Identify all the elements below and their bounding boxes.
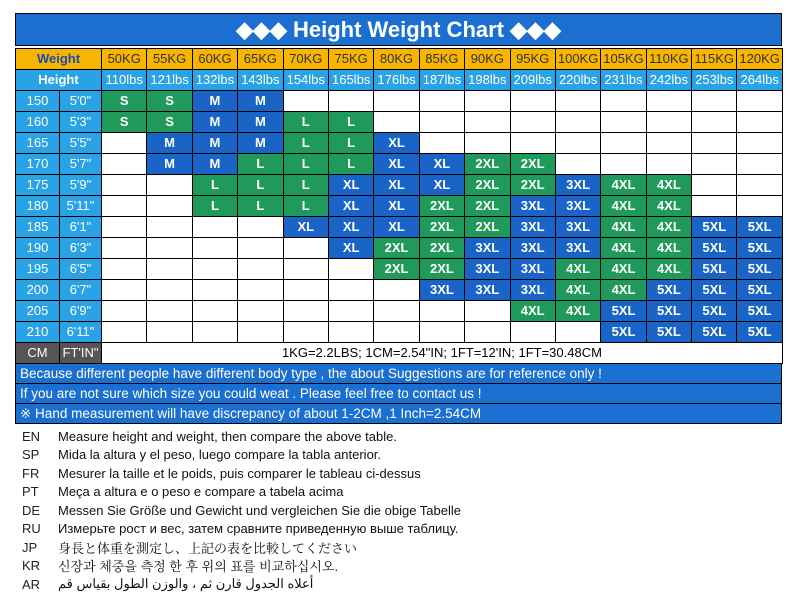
height-row xyxy=(16,301,783,322)
empty-cell xyxy=(555,133,600,154)
empty-cell xyxy=(283,259,328,280)
size-cell: S xyxy=(147,91,192,112)
size-cell: L xyxy=(328,112,373,133)
empty-cell xyxy=(328,301,373,322)
height-cm-cell: 150 xyxy=(16,91,60,112)
size-cell: XL xyxy=(328,238,373,259)
empty-cell xyxy=(238,217,283,238)
language-line xyxy=(22,464,782,483)
empty-cell xyxy=(692,196,737,217)
size-cell: L xyxy=(283,133,328,154)
weight-kg-cell: 85KG xyxy=(419,49,464,70)
note-reference: Because different people have different body type , the about Suggestions are for reference only ! xyxy=(15,364,782,384)
size-cell: XL xyxy=(374,217,419,238)
size-cell: S xyxy=(102,91,147,112)
language-instructions xyxy=(22,427,782,594)
height-row xyxy=(16,133,783,154)
size-cell: 3XL xyxy=(510,259,555,280)
language-line xyxy=(22,483,782,502)
size-cell: L xyxy=(283,112,328,133)
size-cell: 3XL xyxy=(465,238,510,259)
size-cell: 5XL xyxy=(692,301,737,322)
size-cell: 3XL xyxy=(465,280,510,301)
size-cell: XL xyxy=(328,175,373,196)
weight-kg-cell: 55KG xyxy=(147,49,192,70)
empty-cell xyxy=(192,238,237,259)
size-cell: 4XL xyxy=(601,175,646,196)
size-cell: XL xyxy=(374,154,419,175)
weight-kg-cell: 95KG xyxy=(510,49,555,70)
empty-cell xyxy=(737,196,782,217)
empty-cell xyxy=(465,91,510,112)
weight-kg-cell: 110KG xyxy=(646,49,691,70)
empty-cell xyxy=(147,238,192,259)
weight-kg-cell: 75KG xyxy=(328,49,373,70)
empty-cell xyxy=(283,91,328,112)
empty-cell xyxy=(328,322,373,343)
weight-kg-cell: 90KG xyxy=(465,49,510,70)
size-cell: L xyxy=(238,175,283,196)
weight-lbs-cell: 143lbs xyxy=(238,70,283,91)
language-line xyxy=(22,575,782,594)
empty-cell xyxy=(374,91,419,112)
empty-cell xyxy=(102,322,147,343)
size-cell: 4XL xyxy=(601,280,646,301)
empty-cell xyxy=(737,175,782,196)
language-text: Meça a altura e o peso e compare a tabela acima xyxy=(58,484,344,500)
size-cell: M xyxy=(192,112,237,133)
height-row xyxy=(16,280,783,301)
language-line xyxy=(22,446,782,465)
weight-kg-cell: 60KG xyxy=(192,49,237,70)
empty-cell xyxy=(102,259,147,280)
weight-lbs-cell: 187lbs xyxy=(419,70,464,91)
size-cell: L xyxy=(238,196,283,217)
empty-cell xyxy=(147,322,192,343)
weight-lbs-cell: 242lbs xyxy=(646,70,691,91)
language-text: 신장과 체중을 측정 한 후 위의 표를 비교하십시오. xyxy=(58,559,339,575)
size-cell: 3XL xyxy=(510,280,555,301)
height-cm-cell: 165 xyxy=(16,133,60,154)
height-row xyxy=(16,196,783,217)
height-row xyxy=(16,259,783,280)
empty-cell xyxy=(646,112,691,133)
height-row xyxy=(16,175,783,196)
size-cell: 5XL xyxy=(601,301,646,322)
size-cell: 4XL xyxy=(646,217,691,238)
empty-cell xyxy=(328,280,373,301)
empty-cell xyxy=(601,154,646,175)
empty-cell xyxy=(102,217,147,238)
height-row xyxy=(16,238,783,259)
empty-cell xyxy=(192,322,237,343)
size-cell: 2XL xyxy=(465,196,510,217)
size-cell: 3XL xyxy=(555,196,600,217)
size-cell: M xyxy=(192,154,237,175)
size-cell: 3XL xyxy=(510,217,555,238)
weight-kg-cell: 115KG xyxy=(692,49,737,70)
language-text: Messen Sie Größe und Gewicht und vergleichen Sie die obige Tabelle xyxy=(58,502,461,518)
language-code: DE xyxy=(22,502,41,518)
empty-cell xyxy=(419,133,464,154)
size-cell: M xyxy=(147,154,192,175)
empty-cell xyxy=(238,238,283,259)
empty-cell xyxy=(419,301,464,322)
weight-lbs-cell: 209lbs xyxy=(510,70,555,91)
note-contact: If you are not sure which size you could weat . Please feel free to contact us ! xyxy=(15,384,782,404)
size-cell: XL xyxy=(328,196,373,217)
empty-cell xyxy=(510,322,555,343)
size-cell: XL xyxy=(419,154,464,175)
height-cm-cell: 200 xyxy=(16,280,60,301)
height-cm-cell: 175 xyxy=(16,175,60,196)
empty-cell xyxy=(102,133,147,154)
height-cm-cell: 180 xyxy=(16,196,60,217)
height-ft-cell: 6'5" xyxy=(60,259,102,280)
size-cell: 2XL xyxy=(465,154,510,175)
empty-cell xyxy=(102,196,147,217)
empty-cell xyxy=(419,91,464,112)
empty-cell xyxy=(147,280,192,301)
empty-cell xyxy=(737,133,782,154)
empty-cell xyxy=(692,91,737,112)
size-cell: 4XL xyxy=(646,238,691,259)
weight-lbs-row xyxy=(16,70,783,91)
empty-cell xyxy=(374,322,419,343)
unit-ft-label: FT'IN" xyxy=(60,343,102,364)
empty-cell xyxy=(192,259,237,280)
empty-cell xyxy=(102,238,147,259)
size-cell: 5XL xyxy=(737,238,782,259)
size-cell: L xyxy=(192,175,237,196)
height-row xyxy=(16,322,783,343)
size-cell: M xyxy=(238,133,283,154)
empty-cell xyxy=(102,280,147,301)
size-cell: 4XL xyxy=(601,217,646,238)
empty-cell xyxy=(374,301,419,322)
language-line xyxy=(22,427,782,446)
empty-cell xyxy=(192,217,237,238)
size-cell: S xyxy=(147,112,192,133)
size-cell: 4XL xyxy=(646,175,691,196)
size-cell: 5XL xyxy=(737,280,782,301)
size-cell: L xyxy=(192,196,237,217)
language-code: FR xyxy=(22,465,40,481)
empty-cell xyxy=(328,259,373,280)
height-row xyxy=(16,91,783,112)
size-cell: 3XL xyxy=(465,259,510,280)
height-ft-cell: 5'0" xyxy=(60,91,102,112)
size-cell: 2XL xyxy=(374,259,419,280)
size-cell: XL xyxy=(328,217,373,238)
empty-cell xyxy=(465,322,510,343)
language-text: Измерьте рост и вес, затем сравните приведенную выше таблицу. xyxy=(58,521,459,537)
weight-lbs-cell: 253lbs xyxy=(692,70,737,91)
empty-cell xyxy=(465,133,510,154)
empty-cell xyxy=(419,322,464,343)
height-ft-cell: 6'1" xyxy=(60,217,102,238)
empty-cell xyxy=(692,154,737,175)
size-cell: 5XL xyxy=(737,259,782,280)
height-cm-cell: 210 xyxy=(16,322,60,343)
language-text: Mida la altura y el peso, luego compare la tabla anterior. xyxy=(58,447,382,463)
size-cell: 3XL xyxy=(510,196,555,217)
height-ft-cell: 5'3" xyxy=(60,112,102,133)
weight-lbs-cell: 264lbs xyxy=(737,70,782,91)
empty-cell xyxy=(238,259,283,280)
language-text: 身長と体重を測定し、上記の表を比較してください xyxy=(58,540,358,556)
size-cell: 2XL xyxy=(419,217,464,238)
empty-cell xyxy=(283,301,328,322)
size-cell: XL xyxy=(374,196,419,217)
weight-kg-cell: 100KG xyxy=(555,49,600,70)
size-cell: L xyxy=(283,196,328,217)
empty-cell xyxy=(555,91,600,112)
weight-lbs-cell: 154lbs xyxy=(283,70,328,91)
empty-cell xyxy=(374,280,419,301)
size-cell: 4XL xyxy=(555,280,600,301)
conversion-text: 1KG=2.2LBS; 1CM=2.54"IN; 1FT=12'IN; 1FT=30.48CM xyxy=(102,343,783,364)
unit-cm-label: CM xyxy=(16,343,60,364)
empty-cell xyxy=(510,91,555,112)
weight-lbs-cell: 132lbs xyxy=(192,70,237,91)
size-cell: 2XL xyxy=(419,196,464,217)
language-code: PT xyxy=(22,484,39,500)
height-row xyxy=(16,154,783,175)
size-cell: M xyxy=(192,91,237,112)
empty-cell xyxy=(192,301,237,322)
empty-cell xyxy=(601,133,646,154)
empty-cell xyxy=(555,112,600,133)
size-cell: 4XL xyxy=(646,196,691,217)
height-ft-cell: 6'3" xyxy=(60,238,102,259)
size-chart xyxy=(15,13,782,424)
weight-lbs-cell: 220lbs xyxy=(555,70,600,91)
size-cell: 2XL xyxy=(510,175,555,196)
empty-cell xyxy=(737,91,782,112)
height-cm-cell: 190 xyxy=(16,238,60,259)
height-cm-cell: 160 xyxy=(16,112,60,133)
height-ft-cell: 5'5" xyxy=(60,133,102,154)
language-line xyxy=(22,557,782,576)
empty-cell xyxy=(374,112,419,133)
size-cell: 4XL xyxy=(601,196,646,217)
size-cell: L xyxy=(283,154,328,175)
empty-cell xyxy=(465,112,510,133)
size-cell: 5XL xyxy=(737,217,782,238)
size-cell: 5XL xyxy=(646,322,691,343)
empty-cell xyxy=(147,259,192,280)
height-ft-cell: 5'7" xyxy=(60,154,102,175)
weight-kg-cell: 120KG xyxy=(737,49,782,70)
size-cell: L xyxy=(328,133,373,154)
size-cell: 4XL xyxy=(601,259,646,280)
empty-cell xyxy=(646,91,691,112)
empty-cell xyxy=(510,133,555,154)
size-cell: 2XL xyxy=(465,175,510,196)
empty-cell xyxy=(102,301,147,322)
size-cell: XL xyxy=(419,175,464,196)
size-table xyxy=(15,48,783,364)
note-measurement: ※ Hand measurement will have discrepancy of about 1-2CM ,1 Inch=2.54CM xyxy=(15,404,782,424)
empty-cell xyxy=(147,217,192,238)
height-ft-cell: 6'11" xyxy=(60,322,102,343)
empty-cell xyxy=(692,133,737,154)
empty-cell xyxy=(419,112,464,133)
empty-cell xyxy=(238,280,283,301)
empty-cell xyxy=(601,112,646,133)
height-cm-cell: 205 xyxy=(16,301,60,322)
size-cell: 3XL xyxy=(555,175,600,196)
empty-cell xyxy=(147,301,192,322)
weight-lbs-cell: 176lbs xyxy=(374,70,419,91)
language-text: Measure height and weight, then compare the above table. xyxy=(58,428,397,444)
empty-cell xyxy=(601,91,646,112)
height-ft-cell: 5'11" xyxy=(60,196,102,217)
size-cell: 5XL xyxy=(737,301,782,322)
empty-cell xyxy=(555,154,600,175)
empty-cell xyxy=(555,322,600,343)
size-cell: 2XL xyxy=(510,154,555,175)
chart-title: ◆◆◆ Height Weight Chart ◆◆◆ xyxy=(15,13,782,46)
size-cell: 5XL xyxy=(692,280,737,301)
language-line xyxy=(22,501,782,520)
size-cell: 5XL xyxy=(692,259,737,280)
language-line xyxy=(22,538,782,557)
weight-lbs-cell: 198lbs xyxy=(465,70,510,91)
weight-kg-cell: 65KG xyxy=(238,49,283,70)
size-cell: 4XL xyxy=(555,301,600,322)
size-cell: 4XL xyxy=(601,238,646,259)
size-cell: 5XL xyxy=(692,238,737,259)
size-cell: XL xyxy=(283,217,328,238)
size-cell: XL xyxy=(374,133,419,154)
language-line xyxy=(22,520,782,539)
height-label: Height xyxy=(16,70,102,91)
empty-cell xyxy=(692,175,737,196)
weight-kg-row xyxy=(16,49,783,70)
size-cell: M xyxy=(238,112,283,133)
size-cell: 3XL xyxy=(555,217,600,238)
size-cell: L xyxy=(328,154,373,175)
language-code: SP xyxy=(22,447,40,463)
empty-cell xyxy=(283,280,328,301)
size-cell: 4XL xyxy=(555,259,600,280)
weight-lbs-cell: 165lbs xyxy=(328,70,373,91)
weight-kg-cell: 50KG xyxy=(102,49,147,70)
language-code: KR xyxy=(22,558,41,574)
empty-cell xyxy=(283,322,328,343)
size-cell: 3XL xyxy=(419,280,464,301)
size-cell: 2XL xyxy=(419,238,464,259)
height-ft-cell: 6'7" xyxy=(60,280,102,301)
size-cell: 4XL xyxy=(646,259,691,280)
weight-kg-cell: 70KG xyxy=(283,49,328,70)
height-cm-cell: 185 xyxy=(16,217,60,238)
size-cell: L xyxy=(238,154,283,175)
height-ft-cell: 5'9" xyxy=(60,175,102,196)
height-row xyxy=(16,217,783,238)
size-cell: 5XL xyxy=(601,322,646,343)
units-row xyxy=(16,343,783,364)
language-text: أعلاه الجدول قارن ثم ، والوزن الطول بقياس قم xyxy=(58,576,314,592)
language-code: EN xyxy=(22,428,41,444)
size-cell: 2XL xyxy=(419,259,464,280)
weight-lbs-cell: 121lbs xyxy=(147,70,192,91)
size-cell: L xyxy=(283,175,328,196)
size-cell: 2XL xyxy=(374,238,419,259)
size-cell: 5XL xyxy=(737,322,782,343)
empty-cell xyxy=(102,175,147,196)
empty-cell xyxy=(147,196,192,217)
weight-label: Weight xyxy=(16,49,102,70)
empty-cell xyxy=(646,133,691,154)
weight-lbs-cell: 231lbs xyxy=(601,70,646,91)
weight-kg-cell: 105KG xyxy=(601,49,646,70)
size-cell: M xyxy=(147,133,192,154)
size-cell: M xyxy=(238,91,283,112)
empty-cell xyxy=(238,301,283,322)
height-ft-cell: 6'9" xyxy=(60,301,102,322)
empty-cell xyxy=(737,154,782,175)
height-row xyxy=(16,112,783,133)
size-cell: 5XL xyxy=(646,280,691,301)
language-code: JP xyxy=(22,539,38,555)
height-cm-cell: 170 xyxy=(16,154,60,175)
size-cell: XL xyxy=(374,175,419,196)
size-cell: 5XL xyxy=(692,217,737,238)
weight-lbs-cell: 110lbs xyxy=(102,70,147,91)
empty-cell xyxy=(238,322,283,343)
empty-cell xyxy=(692,112,737,133)
size-cell: 2XL xyxy=(465,217,510,238)
empty-cell xyxy=(283,238,328,259)
empty-cell xyxy=(328,91,373,112)
weight-kg-cell: 80KG xyxy=(374,49,419,70)
size-cell: S xyxy=(102,112,147,133)
height-cm-cell: 195 xyxy=(16,259,60,280)
empty-cell xyxy=(465,301,510,322)
size-cell: 5XL xyxy=(646,301,691,322)
language-text: Mesurer la taille et le poids, puis comparer le tableau ci-dessus xyxy=(58,465,421,481)
empty-cell xyxy=(147,175,192,196)
size-cell: M xyxy=(192,133,237,154)
language-code: AR xyxy=(22,576,41,592)
language-code: RU xyxy=(22,521,41,537)
empty-cell xyxy=(510,112,555,133)
empty-cell xyxy=(192,280,237,301)
empty-cell xyxy=(102,154,147,175)
size-cell: 3XL xyxy=(510,238,555,259)
empty-cell xyxy=(737,112,782,133)
size-cell: 5XL xyxy=(692,322,737,343)
empty-cell xyxy=(646,154,691,175)
size-cell: 3XL xyxy=(555,238,600,259)
size-cell: 4XL xyxy=(510,301,555,322)
